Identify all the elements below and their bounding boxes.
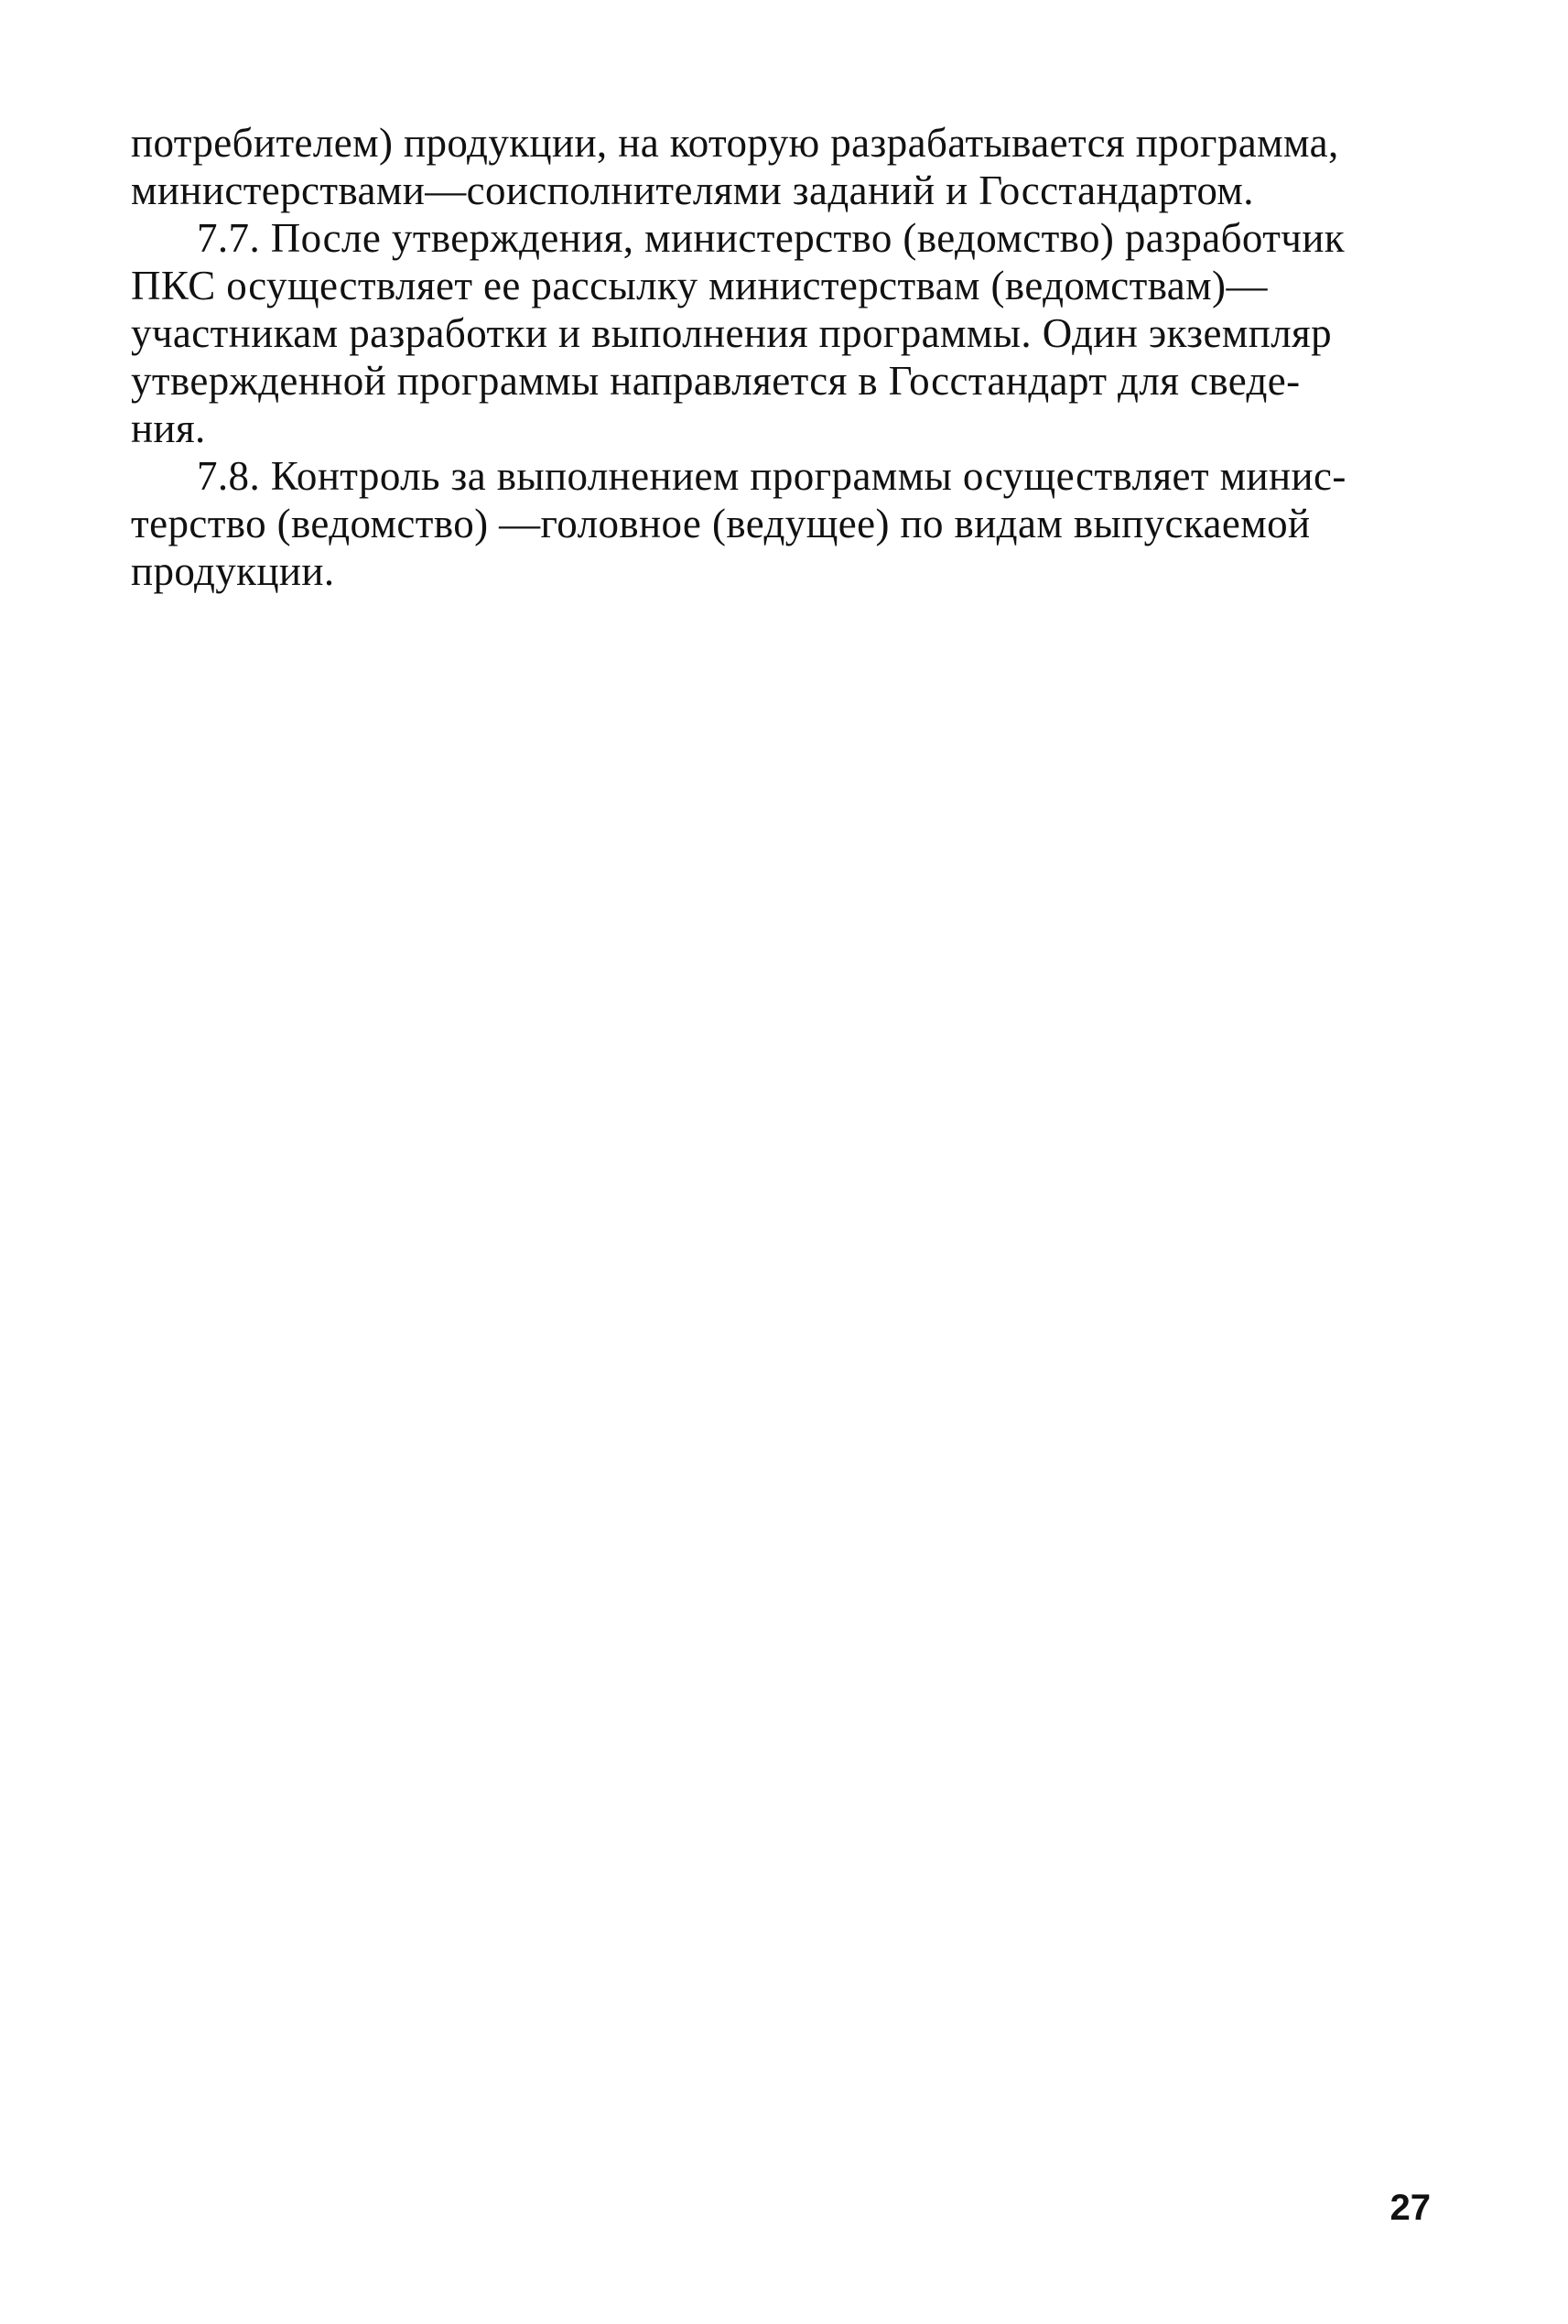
- paragraph-7-8: [131, 452, 1431, 595]
- text-line: 7.8. Контроль за выполнением программы осуществляет минис-: [197, 453, 1346, 499]
- paragraph-continuation: [131, 119, 1431, 214]
- text-line: потребителем) продукции, на которую разрабатывается программа,: [131, 120, 1339, 166]
- paragraph-7-7: [131, 214, 1431, 452]
- text-line: утвержденной программы направляется в Госстандарт для сведе-: [131, 358, 1301, 404]
- text-line: министерствами—соисполнителями заданий и Госстандартом.: [131, 168, 1254, 213]
- text-line: ПКС осуществляет ее рассылку министерствам (ведомствам)—: [131, 263, 1268, 308]
- text-line: терство (ведомство) —головное (ведущее) по видам выпускаемой: [131, 501, 1311, 546]
- page-number: 27: [1390, 2188, 1431, 2228]
- text-line: участникам разработки и выполнения программы. Один экземпляр: [131, 310, 1333, 356]
- text-line: ния.: [131, 405, 206, 451]
- text-line: продукции.: [131, 548, 335, 594]
- body-text: [131, 119, 1431, 595]
- text-line: 7.7. После утверждения, министерство (ведомство) разработчик: [197, 215, 1346, 261]
